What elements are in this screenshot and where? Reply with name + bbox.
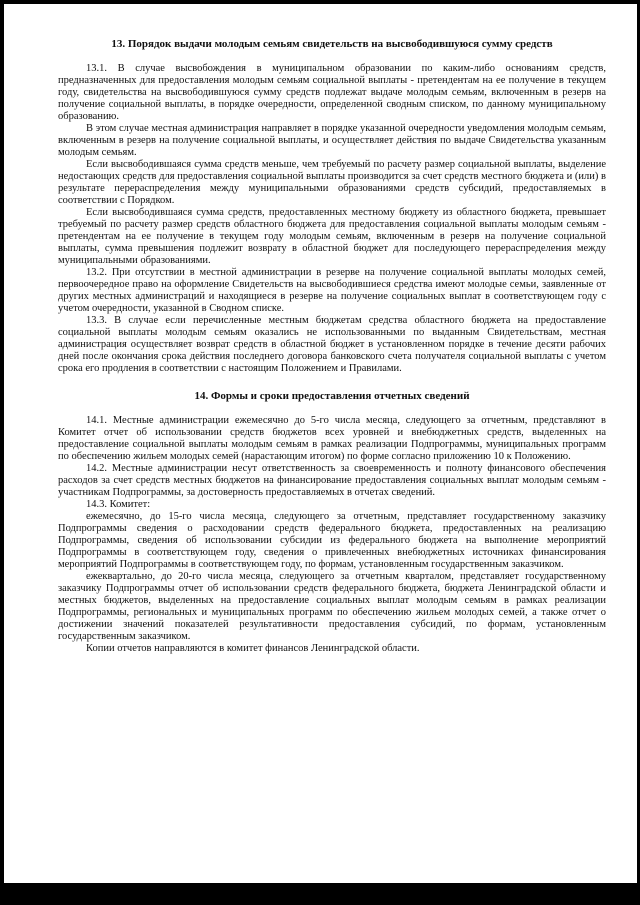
scan-border-bottom	[0, 883, 640, 905]
paragraph-13-1-notification: В этом случае местная администрация направляет в порядке указанной очередности уведомления молодым семьям, включенным в резерв на получение социальной выплаты, и осуществляет действия по выдаче Свидетельства указанным молодым семьям.	[58, 123, 606, 158]
paragraph-13-1: 13.1. В случае высвобождения в муниципальном образовании по каким-либо основаниям средств, предназначенных для предоставления молодым семьям социальной выплаты - претендентам на ее получение в текущем году, свидетельства на высвободившуюся сумму средств подлежат выдаче молодым семьям, включенным в резерв на получение социальной выплаты, в порядке очередности, определенной сводным списком, по данному муниципальному образованию.	[58, 63, 606, 122]
paragraph-14-copies: Копии отчетов направляются в комитет финансов Ленинградской области.	[86, 643, 420, 654]
paragraph-14-3-quarterly: ежеквартально, до 20-го числа месяца, следующего за отчетным кварталом, представляет государственному заказчику Подпрограммы отчет об использовании средств федерального бюджета, бюджета Ленинградской области и местных бюджетов, выделенных на предоставление социальных выплат молодым семьям в рамках реализации Подпрограммы, региональных и муниципальных программ по обеспечению жильем молодых семей, а также отчет о достижении значений показателей результативности предоставления субсидий, по формам, установленным государственным заказчиком.	[58, 571, 606, 642]
section-14-heading: 14. Формы и сроки предоставления отчетных сведений	[194, 390, 470, 402]
document-page	[58, 38, 606, 655]
section-13-heading: 13. Порядок выдачи молодым семьям свидетельств на высвободившуюся сумму средств	[111, 38, 553, 50]
paragraph-13-2: 13.2. При отсутствии в местной администрации в резерве на получение социальной выплаты молодых семей, первоочередное право на оформление Свидетельств на высвободившиеся средства имеют молодые семьи, заявленные от других местных администраций и находящиеся в резерве на получение социальных выплат в соответствующем году с учетом очередности, указанной в Сводном списке.	[58, 267, 606, 314]
paragraph-14-3: 14.3. Комитет:	[86, 499, 151, 510]
paragraph-13-3: 13.3. В случае если перечисленные местным бюджетам средства областного бюджета на предоставление социальной выплаты молодым семьям оказались не использованными по выданным Свидетельствам, местная администрация осуществляет возврат средств в областной бюджет в установленном порядке в течение десяти рабочих дней после окончания срока действия последнего договора банковского счета получателя социальной выплаты с учетом срока его продления в соответствии с настоящим Положением и Правилами.	[58, 315, 606, 374]
scan-border-left	[0, 0, 4, 905]
scan-border-top	[0, 0, 640, 4]
paragraph-14-2: 14.2. Местные администрации несут ответственность за своевременность и полноту финансового обеспечения расходов за счет средств местных бюджетов на финансирование предоставления социальных выплат молодым семьям - участникам Подпрограммы, за достоверность предоставляемых в отчетах сведений.	[58, 463, 606, 498]
paragraph-14-1: 14.1. Местные администрации ежемесячно до 5-го числа месяца, следующего за отчетным, представляют в Комитет отчет об использовании средств бюджетов всех уровней и внебюджетных средств, выделенных на предоставление социальной выплаты молодым семьям в рамках реализации Подпрограммы, муниципальных программ по обеспечению жильем молодых семей (нарастающим итогом) по форме согласно приложению 10 к Положению.	[58, 415, 606, 462]
paragraph-13-1-excess: Если высвободившаяся сумма средств, предоставленных местному бюджету из областного бюджета, превышает требуемый по расчету размер средств областного бюджета для предоставления социальной выплаты молодым семьям - претендентам на ее получение в текущем году молодым семьям, включенным в резерв на получение социальной выплаты, сумма превышения подлежит возврату в областной бюджет для последующего перераспределения между муниципальными образованиями.	[58, 207, 606, 266]
paragraph-13-1-shortfall: Если высвободившаяся сумма средств меньше, чем требуемый по расчету размер социальной выплаты, выделение недостающих средств для предоставления социальной выплаты производится за счет средств местного бюджета и (или) в результате перераспределения между муниципальными образованиями средств субсидий, предоставляемых в соответствии с Порядком.	[58, 159, 606, 206]
paragraph-14-3-monthly: ежемесячно, до 15-го числа месяца, следующего за отчетным, представляет государственному заказчику Подпрограммы сведения о расходовании средств федерального бюджета, предоставленных на реализацию Подпрограммы, сведения об использовании субсидии из федерального бюджета на выполнение мероприятий Подпрограммы в соответствующем году, сведения о привлеченных внебюджетных источниках финансирования мероприятий Подпрограммы в соответствующем году, по формам, установленным государственным заказчиком.	[58, 511, 606, 570]
